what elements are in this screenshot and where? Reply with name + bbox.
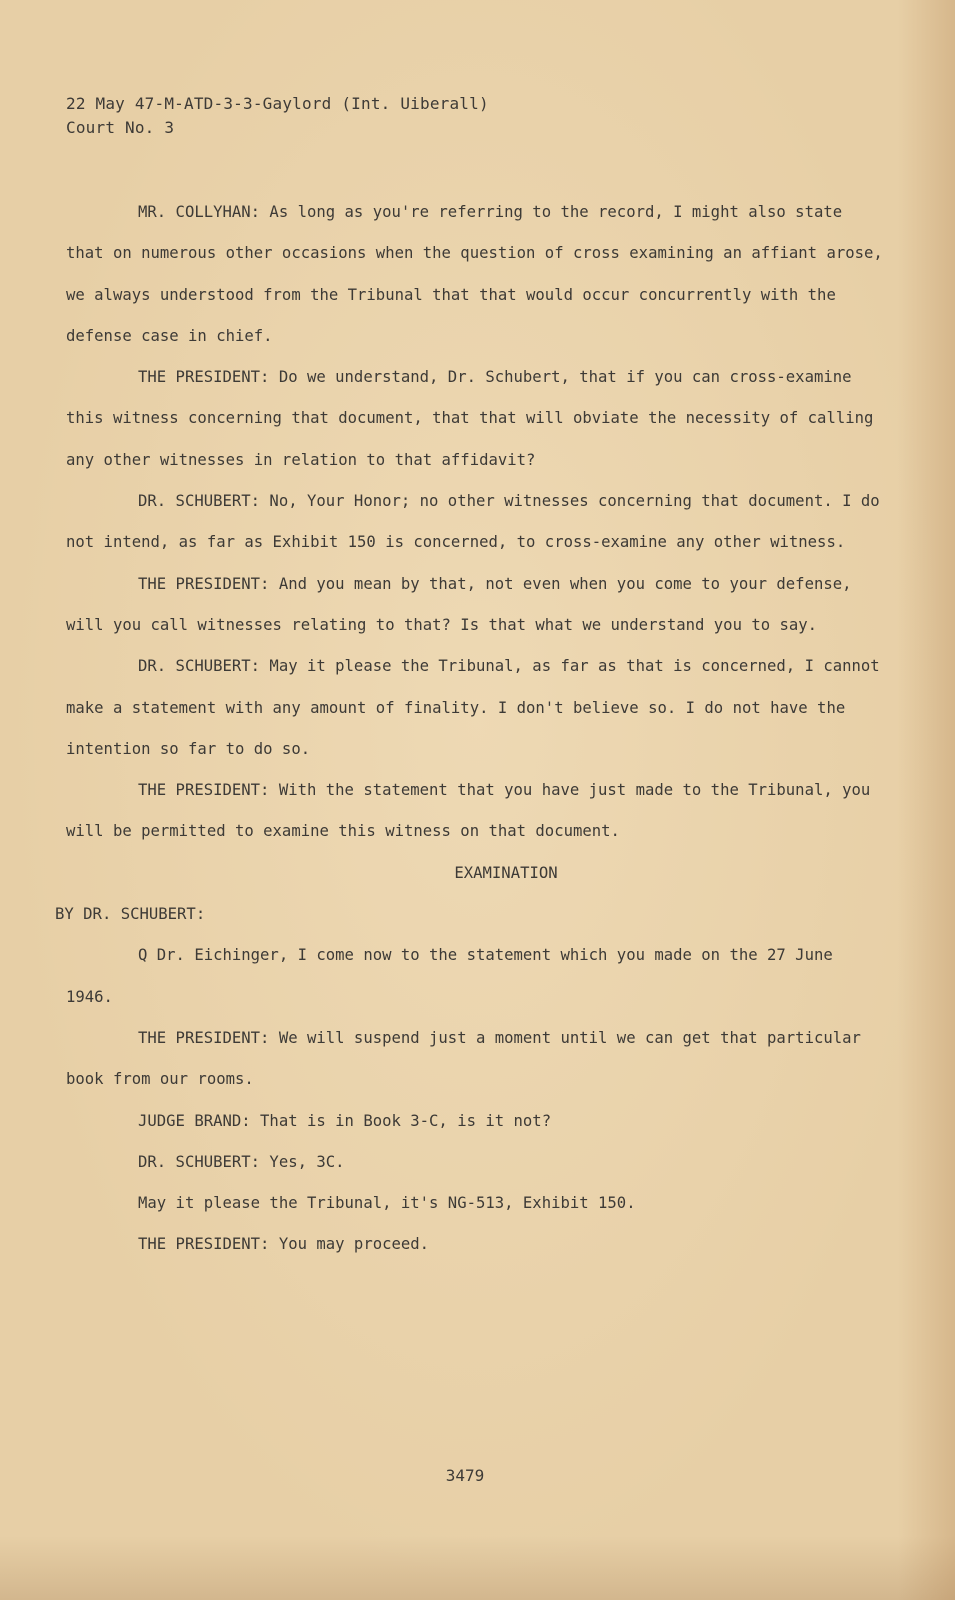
paragraph-president-followup: THE PRESIDENT: And you mean by that, not even when you come to your defense, will you call witnesses relating to that? Is that what we understand you to say. xyxy=(66,574,852,634)
examination-heading: EXAMINATION xyxy=(454,863,558,882)
paragraph-judge-brand: JUDGE BRAND: That is in Book 3-C, is it not? xyxy=(138,1111,552,1130)
paragraph-question: Q Dr. Eichinger, I come now to the statement which you made on the 27 June 1946. xyxy=(66,946,833,1006)
header-court-line: Court No. 3 xyxy=(66,118,175,137)
paragraph-collyhan-statement: MR. COLLYHAN: As long as you're referring to the record, I might also state that on numerous other occasions when the question of cross examining an affiant arose, we always understood from the Tribunal that that would occur concurrently with the defense case in chief. xyxy=(66,203,883,345)
examiner-line: BY DR. SCHUBERT: xyxy=(55,905,206,924)
transcript-body xyxy=(55,192,886,1266)
paragraph-schubert-yes: DR. SCHUBERT: Yes, 3C. xyxy=(138,1152,345,1171)
paragraph-president-suspend: THE PRESIDENT: We will suspend just a moment until we can get that particular book from our rooms. xyxy=(66,1028,861,1089)
page-number: 3479 xyxy=(445,1466,485,1485)
paragraph-president-ruling: THE PRESIDENT: With the statement that you have just made to the Tribunal, you will be permitted to examine this witness on that document. xyxy=(66,781,871,841)
document-header xyxy=(66,92,489,140)
paragraph-schubert-reply: DR. SCHUBERT: May it please the Tribunal, as far as that is concerned, I cannot make a statement with any amount of finality. I don't believe so. I do not have the intention so far to do so. xyxy=(66,657,880,758)
paragraph-exhibit-reference: May it please the Tribunal, it's NG-513, Exhibit 150. xyxy=(138,1194,636,1213)
paragraph-president-question: THE PRESIDENT: Do we understand, Dr. Schubert, that if you can cross-examine this witness concerning that document, that that will obviate the necessity of calling any other witnesses in relation to that affidavit? xyxy=(66,368,874,469)
paragraph-president-proceed: THE PRESIDENT: You may proceed. xyxy=(138,1235,430,1254)
paragraph-schubert-answer: DR. SCHUBERT: No, Your Honor; no other witnesses concerning that document. I do not intend, as far as Exhibit 150 is concerned, to cross-examine any other witness. xyxy=(66,492,880,552)
header-session-line: 22 May 47-M-ATD-3-3-Gaylord (Int. Uiberall) xyxy=(66,94,489,113)
